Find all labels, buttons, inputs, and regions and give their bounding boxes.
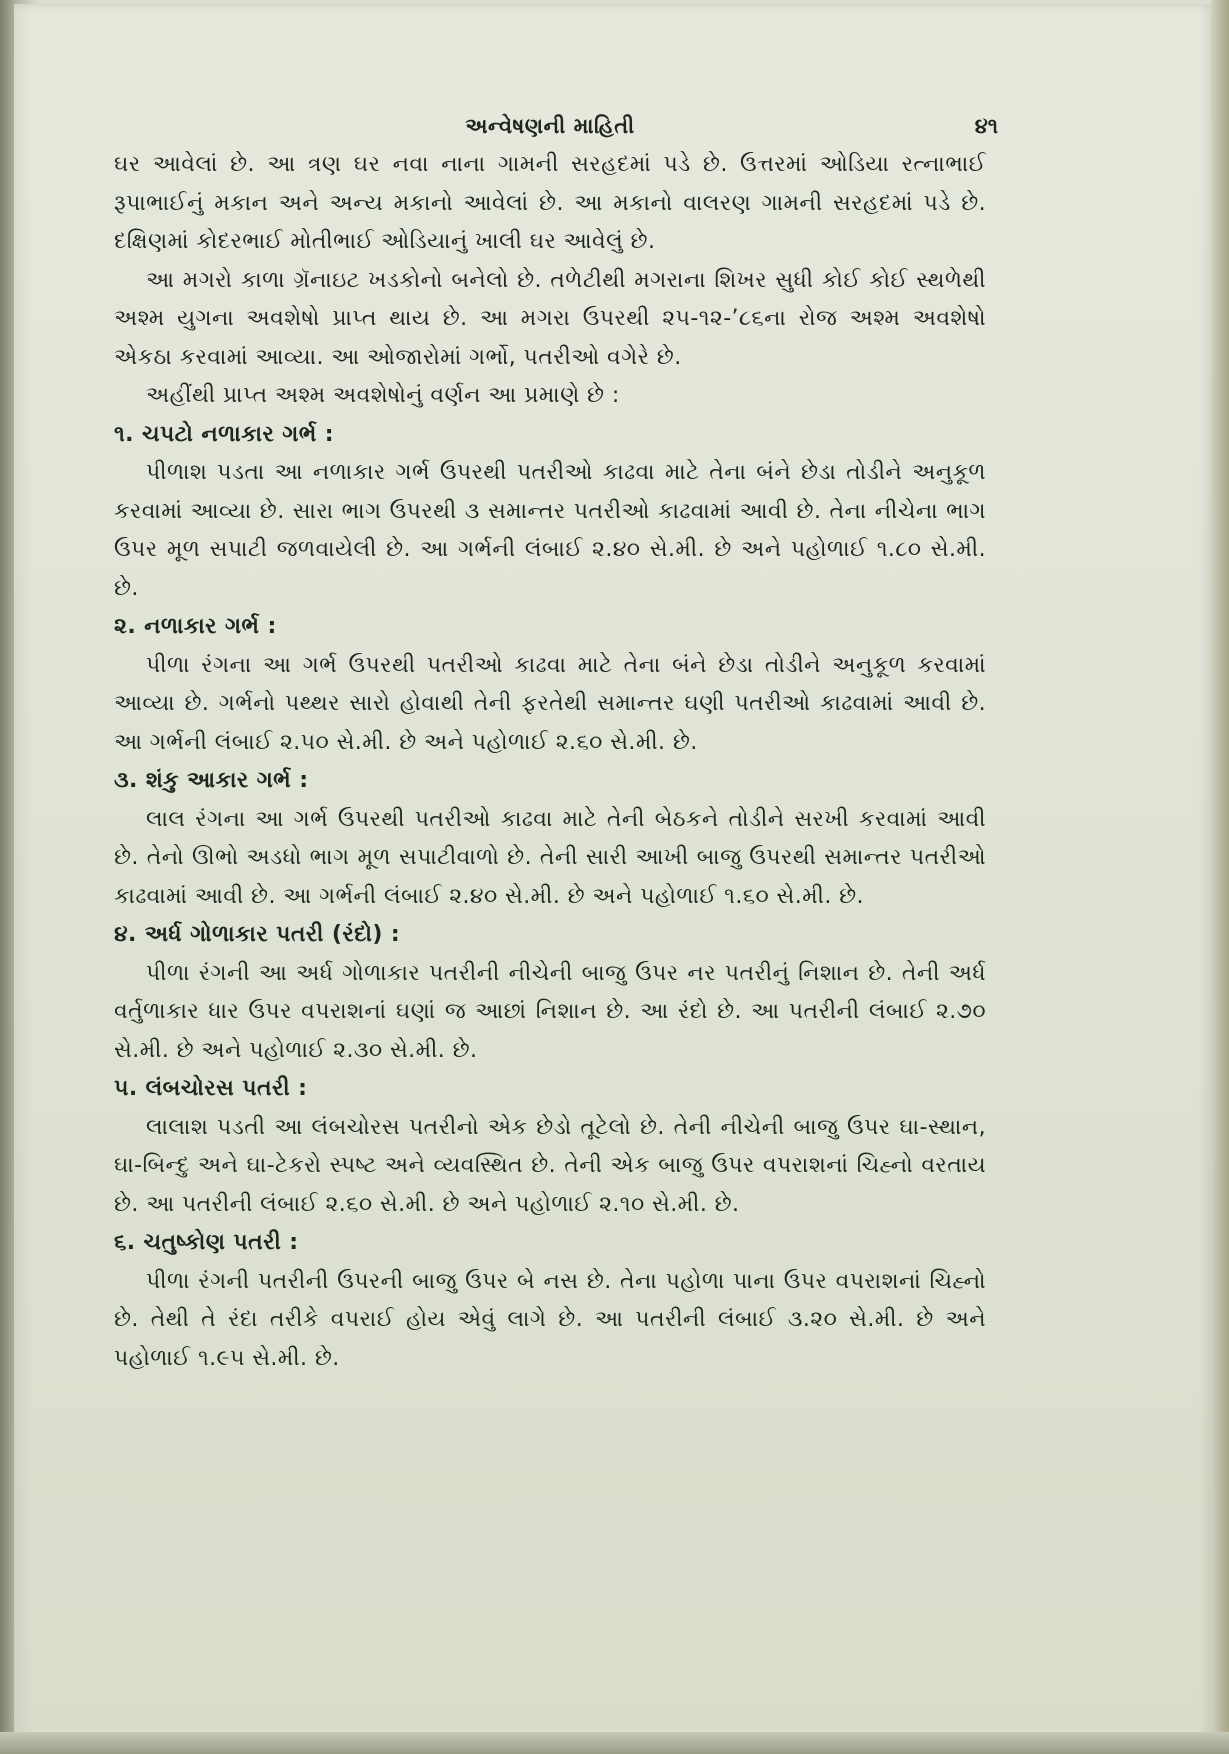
page-content bbox=[114, 96, 998, 1378]
section-number: ૧. bbox=[114, 421, 134, 447]
section-number: ૩. bbox=[114, 768, 138, 793]
section-title: લંબચોરસ પતરી : bbox=[145, 1076, 308, 1101]
section-number: ૪. bbox=[114, 922, 137, 947]
page-edge bbox=[1211, 0, 1229, 1754]
section-title: અર્ધ ગોળાકાર પતરી (રંદો) : bbox=[144, 922, 401, 947]
section-heading bbox=[114, 1070, 986, 1109]
paragraph: અહીંથી પ્રાપ્ત અશ્મ અવશેષોનું વર્ણન આ પ્રમાણે છે : bbox=[146, 383, 620, 408]
section-heading bbox=[114, 916, 986, 955]
page-header bbox=[114, 96, 998, 146]
section-heading bbox=[114, 416, 986, 455]
paragraph: આ મગરો કાળા ગ્રૅનાઇટ ખડકોનો બનેલો છે. તળેટીથી મગરાના શિખર સુધી કોઈ કોઈ સ્થળેથી અશ્મ યુગના અવશેષો પ્રાપ્ત થાય છે. આ મગરા ઉપરથી ૨૫-૧૨-’૮૬ના રોજ અશ્મ અવશેષો એકઠા કરવામાં આવ્યા. આ ઓજારોમાં ગર્ભો, પતરીઓ વગેરે છે. bbox=[114, 267, 986, 370]
section-title: શંકુ આકાર ગર્ભ : bbox=[145, 768, 309, 793]
section-paragraph: લાલ રંગના આ ગર્ભ ઉપરથી પતરીઓ કાઢવા માટે તેની બેઠકને તોડીને સરખી કરવામાં આવી છે. તેનો ઊભો અડધો ભાગ મૂળ સપાટીવાળો છે. તેની સારી આખી બાજુ ઉપરથી સમાન્તર પતરીઓ કાઢવામાં આવી છે. આ ગર્ભની લંબાઈ ૨.૪૦ સે.મી. છે અને પહોળાઈ ૧.૬૦ સે.મી. છે. bbox=[114, 806, 986, 909]
section-title: ચપટો નળાકાર ગર્ભ : bbox=[141, 421, 334, 447]
section-number: ૬. bbox=[114, 1230, 136, 1255]
section-title: નળાકાર ગર્ભ : bbox=[144, 614, 277, 639]
section-heading bbox=[114, 762, 986, 801]
section-paragraph: પીળાશ પડતા આ નળાકાર ગર્ભ ઉપરથી પતરીઓ કાઢવા માટે તેના બંને છેડા તોડીને અનુકૂળ કરવામાં આવ્યા છે. સારા ભાગ ઉપરથી ૩ સમાન્તર પતરીઓ કાઢવામાં આવી છે. તેના નીચેના ભાગ ઉપર મૂળ સપાટી જળવાયેલી છે. આ ગર્ભની લંબાઈ ૨.૪૦ સે.મી. છે અને પહોળાઈ ૧.૮૦ સે.મી. છે. bbox=[114, 460, 986, 601]
section-number: ૨. bbox=[114, 614, 137, 639]
section-heading bbox=[114, 1224, 986, 1263]
section-paragraph: પીળા રંગની આ અર્ધ ગોળાકાર પતરીની નીચેની બાજુ ઉપર નર પતરીનું નિશાન છે. તેની અર્ધ વર્તુળાકાર ધાર ઉપર વપરાશનાં ઘણાં જ આછાં નિશાન છે. આ રંદો છે. આ પતરીની લંબાઈ ૨.૭૦ સે.મી. છે અને પહોળાઈ ૨.૩૦ સે.મી. છે. bbox=[114, 960, 986, 1063]
section-heading bbox=[114, 608, 986, 647]
paragraph: ઘર આવેલાં છે. આ ત્રણ ઘર નવા નાના ગામની સરહદમાં પડે છે. ઉત્તરમાં ઓડિયા રત્નાભાઈ રૂપાભાઈનું મકાન અને અન્ય મકાનો આવેલાં છે. આ મકાનો વાલરણ ગામની સરહદમાં પડે છે. દક્ષિણમાં કોદરભાઈ મોતીભાઈ ઓડિયાનું ખાલી ઘર આવેલું છે. bbox=[114, 152, 986, 254]
section-number: ૫. bbox=[114, 1076, 138, 1101]
body-text bbox=[114, 146, 986, 1378]
page-number: ૪૧ bbox=[974, 114, 998, 138]
running-title: અન્વેષણની માહિતી bbox=[465, 114, 635, 138]
section-paragraph: પીળા રંગની પતરીની ઉપરની બાજુ ઉપર બે નસ છે. તેના પહોળા પાના ઉપર વપરાશનાં ચિહ્નો છે. તેથી તે રંદા તરીકે વપરાઈ હોય એવું લાગે છે. આ પતરીની લંબાઈ ૩.૨૦ સે.મી. છે અને પહોળાઈ ૧.૯૫ સે.મી. છે. bbox=[114, 1268, 986, 1371]
section-paragraph: લાલાશ પડતી આ લંબચોરસ પતરીનો એક છેડો તૂટેલો છે. તેની નીચેની બાજુ ઉપર ઘા-સ્થાન, ઘા-બિન્દુ અને ઘા-ટેકરો સ્પષ્ટ અને વ્યવસ્થિત છે. તેની એક બાજુ ઉપર વપરાશનાં ચિહ્નો વરતાય છે. આ પતરીની લંબાઈ ૨.૬૦ સે.મી. છે અને પહોળાઈ ૨.૧૦ સે.મી. છે. bbox=[114, 1114, 986, 1217]
scan-bottom-edge bbox=[0, 1732, 1229, 1754]
section-paragraph: પીળા રંગના આ ગર્ભ ઉપરથી પતરીઓ કાઢવા માટે તેના બંને છેડા તોડીને અનુકૂળ કરવામાં આવ્યા છે. ગર્ભનો પથ્થર સારો હોવાથી તેની ફરતેથી સમાન્તર ઘણી પતરીઓ કાઢવામાં આવી છે. આ ગર્ભની લંબાઈ ૨.૫૦ સે.મી. છે અને પહોળાઈ ૨.૬૦ સે.મી. છે. bbox=[114, 652, 986, 755]
section-title: ચતુષ્કોણ પતરી : bbox=[143, 1230, 299, 1255]
